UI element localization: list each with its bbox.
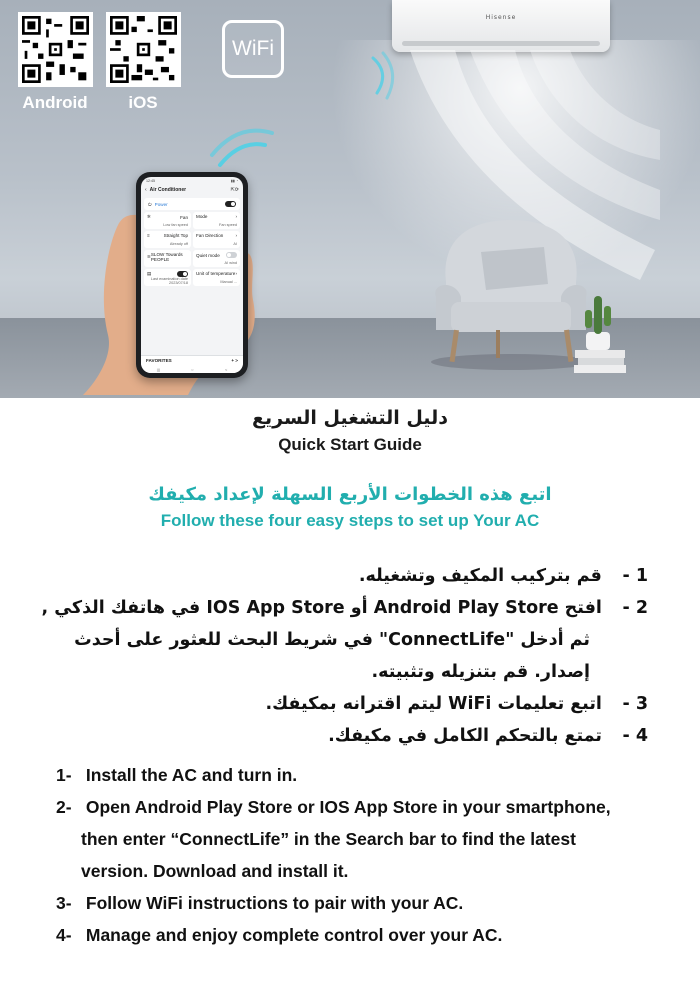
fan-icon: ✲: [147, 214, 151, 219]
cell-value: Low fan speed: [163, 223, 188, 227]
chevron-right-icon: ›: [235, 233, 237, 238]
english-step-continuation: [56, 823, 676, 855]
english-step-continuation: [56, 855, 676, 887]
ac-brand-label: Hisense: [485, 14, 517, 21]
ac-unit-image: [392, 0, 610, 52]
step-text: ثم أدخل "ConnectLife" في شريط البحث للعثور على أحدث: [74, 630, 590, 650]
filter-toggle[interactable]: [177, 271, 188, 277]
swing-icon: ≡: [147, 233, 150, 238]
arabic-steps: [38, 560, 648, 752]
hero-image: [0, 0, 700, 398]
arabic-step: [38, 592, 648, 624]
cell-value: Manual ...: [220, 280, 237, 284]
arabic-step: [38, 560, 648, 592]
back-arrow-icon[interactable]: ‹: [145, 187, 147, 193]
status-time: 12:45: [146, 179, 155, 183]
cell-label: Quiet mode: [196, 252, 220, 258]
step-text: تمتع بالتحكم الكامل في مكيفك.: [328, 726, 602, 746]
quiet-toggle[interactable]: [226, 252, 237, 258]
android-label: Android: [22, 93, 88, 112]
favorites-actions[interactable]: + >: [231, 358, 238, 363]
cell-value: AI wind: [224, 261, 237, 265]
step-text: Manage and enjoy complete control over your AC.: [85, 925, 503, 945]
english-steps: [56, 759, 676, 951]
status-icons: ▮▮ ◔: [230, 179, 238, 183]
refresh-icon[interactable]: ⟳: [234, 187, 239, 193]
title-english: Quick Start Guide: [278, 435, 422, 454]
subtitle-arabic: اتبع هذه الخطوات الأربع السهلة لإعداد مكيفك: [148, 484, 552, 505]
control-cell[interactable]: [144, 212, 191, 229]
recent-apps-icon[interactable]: |||: [156, 366, 160, 372]
step-text: إصدار. قم بتنزيله وتثبيته.: [371, 662, 590, 682]
app-screen: [141, 177, 243, 373]
step-text: اتبع تعليمات WiFi ليتم اقترانه بمكيفك.: [265, 694, 602, 714]
power-toggle[interactable]: [225, 201, 236, 207]
cell-label: Fan: [180, 214, 188, 220]
cell-value: Already off: [169, 242, 188, 246]
step-number: 4 -: [622, 726, 648, 746]
step-number: 2-: [56, 797, 72, 817]
step-text: Open Android Play Store or IOS App Store in your smartphone,: [85, 797, 611, 817]
cell-value: Fan speed: [219, 223, 237, 227]
qr-code-icon: [110, 16, 177, 83]
app-title: Air Conditioner: [149, 187, 187, 193]
cell-value: AI: [233, 242, 237, 246]
control-cell[interactable]: [193, 231, 240, 248]
ios-label: iOS: [128, 93, 158, 112]
filter-icon: ▤: [147, 271, 152, 276]
back-icon[interactable]: <: [224, 366, 228, 372]
arabic-step-continuation: [38, 624, 648, 656]
ac-vent: [402, 41, 600, 46]
step-number: 3 -: [622, 694, 648, 714]
title-arabic: دليل التشغيل السريع: [252, 407, 448, 429]
phone-nav-bar: [141, 365, 243, 373]
qr-code-icon: [22, 16, 89, 83]
chevron-right-icon: ›: [235, 271, 237, 276]
step-number: 3-: [56, 893, 72, 913]
step-text: Install the AC and turn in.: [85, 765, 298, 785]
power-icon: ⏻: [148, 201, 152, 207]
favorites-label: FAVORITES: [146, 358, 172, 363]
power-label: Power: [154, 201, 168, 207]
share-icon[interactable]: ⇱: [230, 187, 235, 193]
step-number: 1-: [56, 765, 72, 785]
step-text: version. Download and install it.: [81, 861, 349, 881]
android-qr-code[interactable]: [18, 12, 93, 87]
app-bar: [141, 185, 243, 196]
cell-value: Last examination date 2023/07/18: [150, 277, 188, 285]
plant-illustration: [570, 282, 630, 382]
power-row[interactable]: [144, 198, 240, 210]
control-cell[interactable]: [144, 250, 191, 267]
subtitle-english: Follow these four easy steps to set up Your AC: [160, 511, 540, 530]
control-cell[interactable]: [193, 250, 240, 267]
control-cell[interactable]: [193, 269, 240, 286]
arabic-step: [38, 720, 648, 752]
control-cell[interactable]: [144, 231, 191, 248]
step-text: قم بتركيب المكيف وتشغيله.: [358, 566, 602, 586]
step-text: Follow WiFi instructions to pair with your AC.: [85, 893, 464, 913]
control-cell[interactable]: [144, 269, 191, 286]
control-cell[interactable]: [193, 212, 240, 229]
arabic-step-continuation: [38, 656, 648, 688]
english-step: [56, 919, 676, 951]
ios-qr-code[interactable]: [106, 12, 181, 87]
cell-label: Unit of temperature: [196, 271, 236, 276]
favorites-bar[interactable]: [141, 355, 243, 365]
wifi-signal-icon: [365, 48, 400, 103]
chevron-right-icon: ›: [235, 214, 237, 219]
step-number: 4-: [56, 925, 72, 945]
phone-mockup: [136, 172, 248, 378]
home-icon[interactable]: ○: [191, 366, 194, 372]
arabic-step: [38, 688, 648, 720]
english-step: [56, 887, 676, 919]
wifi-badge-label: WiFi: [232, 37, 274, 60]
wind-icon: ≋: [147, 254, 151, 259]
english-step: [56, 759, 676, 791]
step-number: 1 -: [622, 566, 648, 586]
step-number: 2 -: [622, 598, 648, 618]
wifi-badge: [222, 20, 284, 78]
cell-label: SLOW Towards PEOPLE: [150, 252, 183, 262]
status-bar: [141, 177, 243, 185]
cell-label: Fan Direction: [196, 233, 224, 238]
english-step: [56, 791, 676, 823]
control-grid: [144, 212, 240, 286]
wifi-signal-icon: [200, 115, 280, 175]
step-text: افتح Android Play Store أو IOS App Store في هاتفك الذكي ,: [41, 598, 602, 618]
cell-label: Mode: [196, 214, 208, 219]
step-text: then enter “ConnectLife” in the Search bar to find the latest: [81, 829, 576, 849]
cell-label: Straight Top: [163, 233, 188, 238]
